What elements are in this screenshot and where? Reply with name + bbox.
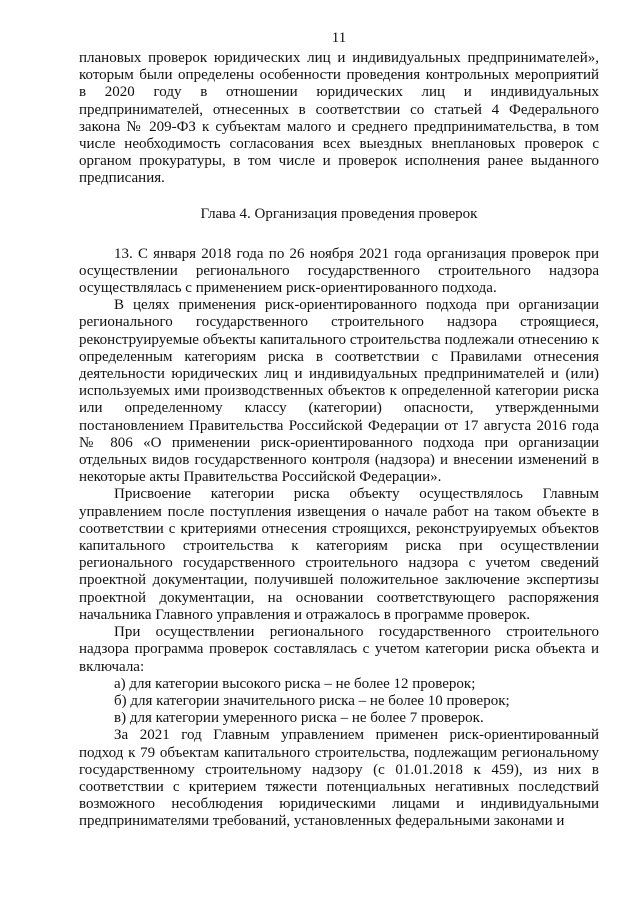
list-item-significant-risk: б) для категории значительного риска – не более 10 проверок;: [114, 692, 510, 709]
paragraph-13: 13. С января 2018 года по 26 ноября 2021 года организация проверок при осуществлении регионального государственного строительного надзора осуществлялась с применением риск-ориентированного подхода.: [79, 245, 599, 297]
paragraph-inspection-program: При осуществлении регионального государственного строительного надзора программа проверок составлялась с учетом категории риска объекта и включала:: [79, 624, 599, 675]
list-item-high-risk: а) для категории высокого риска – не более 12 проверок;: [114, 675, 476, 692]
paragraph-risk-approach: В целях применения риск-ориентированного подхода при организации регионального государственного строительного надзора строящиеся, реконструируемые объекты капитального строительства подлежали отнесению к определенным категориям риска в соответствии с Правилами отнесения деятельности юридических лиц и индивидуальных предпринимателей и (или) используемых ими производственных объектов к определенной категории риска или определенному классу (категории) опасности, утвержденными постановлением Правительства Российской Федерации от 17 августа 2016 года № 806 «О применении риск-ориентированного подхода при организации отдельных видов государственного контроля (надзора) и внесении изменений в некоторые акты Правительства Российской Федерации».: [79, 297, 599, 486]
page-number: 11: [331, 30, 347, 46]
list-item-moderate-risk: в) для категории умеренного риска – не более 7 проверок.: [114, 710, 484, 727]
document-page: [79, 30, 599, 831]
paragraph-risk-assignment: Присвоение категории риска объекту осуществлялось Главным управлением после поступления извещения о начале работ на таком объекте в соответствии с критериями отнесения строящихся, реконструируемых объектов капитального строительства к категориям риска при осуществлении регионального государственного строительного надзора с учетом сведений проектной документации, получившей положительное заключение экспертизы проектной документации, на основании соответствующего распоряжения начальника Главного управления и отражалось в программе проверок.: [79, 486, 599, 623]
intro-paragraph: плановых проверок юридических лиц и индивидуальных предпринимателей», которым были определены особенности проведения контрольных мероприятий в 2020 году в отношении юридических лиц и индивидуальных предпринимателей, отнесенных в соответствии со статьей 4 Федерального закона № 209-ФЗ к субъектам малого и среднего предпринимательства, в том числе необходимость согласования всех выездных внеплановых проверок с органом прокуратуры, в том числе и проверок исполнения ранее выданного предписания.: [79, 50, 599, 187]
final-paragraph: За 2021 год Главным управлением применен риск-ориентированный подход к 79 объектам капитального строительства, подлежащим региональному государственному строительному надзору (с 01.01.2018 к 459), из них в соответствии с критерием тяжести потенциальных негативных последствий возможного несоблюдения юридическими лицами и индивидуальными предпринимателями требований, установленных федеральными законами и: [79, 727, 599, 830]
chapter-title: Глава 4. Организация проведения проверок: [200, 205, 478, 222]
